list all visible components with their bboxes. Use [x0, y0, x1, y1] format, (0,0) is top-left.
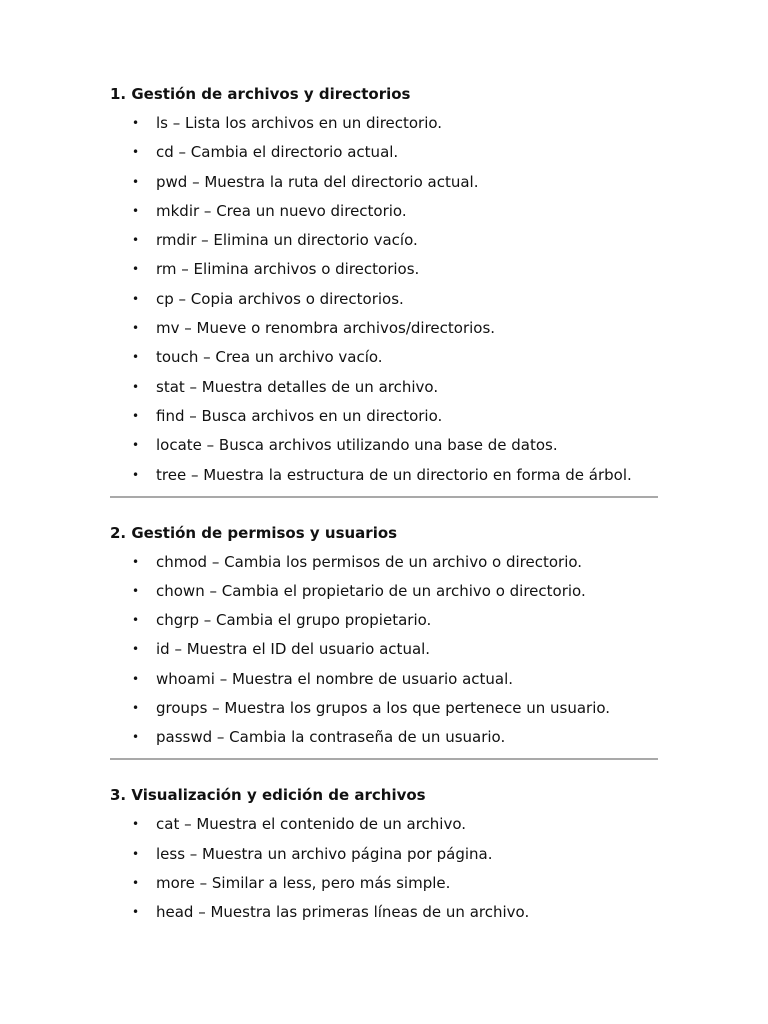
command-description: whoami – Muestra el nombre de usuario actual.	[156, 669, 514, 688]
section-title: 3. Visualización y edición de archivos	[110, 786, 426, 805]
list-item	[110, 201, 658, 221]
bullet-icon: •	[132, 262, 140, 277]
command-description: tree – Muestra la estructura de un directorio en forma de árbol.	[156, 465, 632, 484]
command-description: cp – Copia archivos o directorios.	[156, 289, 404, 308]
section-file-management	[110, 84, 658, 485]
list-item	[110, 581, 658, 601]
section-divider	[110, 758, 658, 760]
bullet-icon: •	[132, 905, 140, 920]
bullet-icon: •	[132, 174, 140, 189]
list-item	[110, 230, 658, 250]
list-item	[110, 142, 658, 162]
command-description: mv – Mueve o renombra archivos/directorios.	[156, 319, 496, 338]
command-description: find – Busca archivos en un directorio.	[156, 406, 443, 425]
list-item	[110, 552, 658, 572]
list-item	[110, 347, 658, 367]
command-description: head – Muestra las primeras líneas de un archivo.	[156, 903, 530, 922]
document-page	[110, 84, 658, 922]
list-item	[110, 113, 658, 133]
bullet-icon: •	[132, 438, 140, 453]
list-item	[110, 318, 658, 338]
command-description: cd – Cambia el directorio actual.	[156, 143, 399, 162]
command-description: more – Similar a less, pero más simple.	[156, 873, 451, 892]
bullet-icon: •	[132, 817, 140, 832]
command-description: passwd – Cambia la contraseña de un usuario.	[156, 728, 506, 747]
command-description: chmod – Cambia los permisos de un archivo o directorio.	[156, 552, 583, 571]
list-item	[110, 406, 658, 426]
list-item	[110, 669, 658, 689]
bullet-icon: •	[132, 233, 140, 248]
list-item	[110, 172, 658, 192]
list-item	[110, 698, 658, 718]
bullet-icon: •	[132, 875, 140, 890]
command-description: chgrp – Cambia el grupo propietario.	[156, 611, 432, 630]
bullet-icon: •	[132, 408, 140, 423]
command-list	[110, 814, 658, 922]
command-description: chown – Cambia el propietario de un archivo o directorio.	[156, 581, 586, 600]
bullet-icon: •	[132, 145, 140, 160]
bullet-icon: •	[132, 116, 140, 130]
command-list	[110, 113, 658, 485]
bullet-icon: •	[132, 467, 140, 482]
command-description: mkdir – Crea un nuevo directorio.	[156, 201, 407, 220]
list-item	[110, 435, 658, 455]
list-item	[110, 902, 658, 922]
command-list	[110, 552, 658, 748]
list-item	[110, 639, 658, 659]
bullet-icon: •	[132, 554, 140, 569]
section-file-viewing-editing	[110, 785, 658, 922]
command-description: id – Muestra el ID del usuario actual.	[156, 640, 431, 659]
list-item	[110, 844, 658, 864]
command-description: locate – Busca archivos utilizando una base de datos.	[156, 436, 558, 455]
command-description: groups – Muestra los grupos a los que pertenece un usuario.	[156, 699, 611, 718]
bullet-icon: •	[132, 701, 140, 716]
command-description: cat – Muestra el contenido de un archivo.	[156, 815, 467, 834]
command-description: rm – Elimina archivos o directorios.	[156, 260, 420, 279]
command-description: touch – Crea un archivo vacío.	[156, 348, 383, 367]
bullet-icon: •	[132, 730, 140, 745]
bullet-icon: •	[132, 321, 140, 336]
section-permissions-users	[110, 523, 658, 748]
bullet-icon: •	[132, 846, 140, 861]
bullet-icon: •	[132, 203, 140, 218]
list-item	[110, 610, 658, 630]
list-item	[110, 814, 658, 834]
command-description: less – Muestra un archivo página por página.	[156, 844, 493, 863]
bullet-icon: •	[132, 642, 140, 657]
bullet-icon: •	[132, 379, 140, 394]
list-item	[110, 259, 658, 279]
bullet-icon: •	[132, 613, 140, 628]
list-item	[110, 289, 658, 309]
list-item	[110, 727, 658, 747]
list-item	[110, 377, 658, 397]
bullet-icon: •	[132, 583, 140, 598]
list-item	[110, 465, 658, 485]
command-description: pwd – Muestra la ruta del directorio actual.	[156, 172, 479, 191]
bullet-icon: •	[132, 350, 140, 365]
section-divider	[110, 496, 658, 498]
bullet-icon: •	[132, 671, 140, 686]
section-title: 1. Gestión de archivos y directorios	[110, 85, 411, 103]
command-description: rmdir – Elimina un directorio vacío.	[156, 231, 418, 250]
list-item	[110, 873, 658, 893]
command-description: ls – Lista los archivos en un directorio.	[156, 114, 443, 132]
bullet-icon: •	[132, 291, 140, 306]
command-description: stat – Muestra detalles de un archivo.	[156, 377, 439, 396]
section-title: 2. Gestión de permisos y usuarios	[110, 523, 398, 542]
